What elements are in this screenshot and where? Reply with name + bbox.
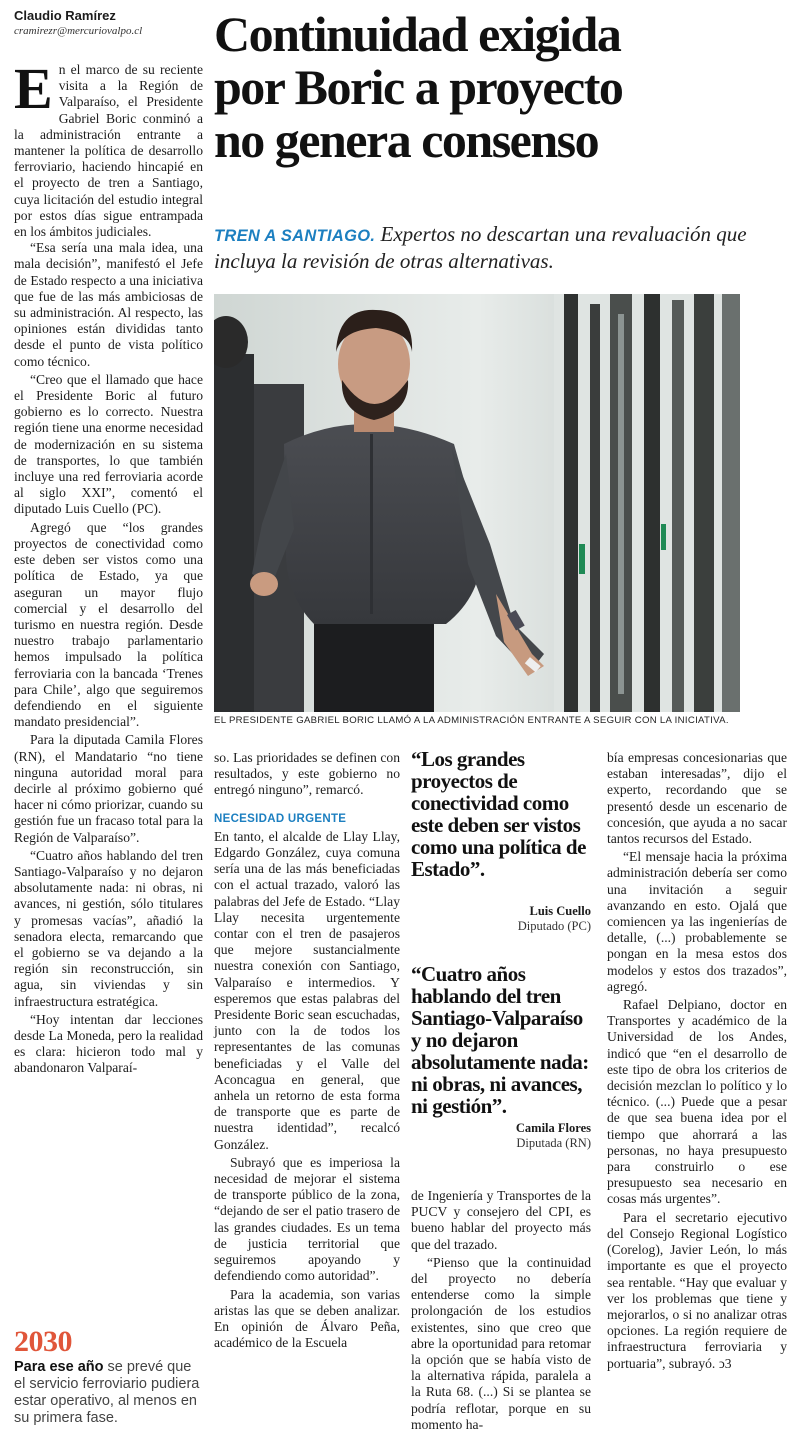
column-1-paragraph-4: Agregó que “los grandes proyectos de conectividad como este deben ser vistos como una política de Estado, ya que aseguran un mayor flujo comercial y el desarrollo del turismo en nuestra región. Desde nuestro trabajo parlamentario hemos impulsado la política ferroviaria con la bancada ‘Trenes para Chile’, algo que seguiremos defendiendo en el siguiente mandato presidencial”. — [14, 519, 203, 730]
column-1-paragraph-1: En el marco de su reciente visita a la Región de Valparaíso, el Presidente Gabriel Boric conminó a la administración entrante a mantener la política de desarrollo ferroviario, haciendo hincapié en el proyecto de tren a Santiago, cuya licitación del estudio integral por estos días sigue entrampada en los ámbitos judiciales. — [14, 56, 203, 240]
byline — [14, 8, 204, 37]
column-1-paragraph-2: “Esa sería una mala idea, una mala decisión”, manifestó el Jefe de Estado respecto a una iniciativa que fue de las más ambiciosas de su administración. Al respecto, las opiniones están divididas tanto desde el punto de vista político como técnico. — [14, 240, 203, 369]
pull-quote-2 — [411, 963, 591, 1151]
column-3 — [411, 1188, 591, 1433]
headline-line-3: no genera consenso — [214, 112, 599, 168]
column-2-paragraph-1: so. Las prioridades se definen con resultados, y este gobierno no entregó ninguno”, remarcó. — [214, 750, 400, 798]
factbox-text — [14, 1359, 204, 1427]
column-3-paragraph-2: “Pienso que la continuidad del proyecto no debería entenderse como la simple prolongación de los estudios existentes, sino que creo que abre la oportunidad para retomar la opción que se había visto de la alternativa rápida, paralela a la Ruta 68. (...) Si se plantea se podría reflotar, porque en su momento ha- — [411, 1254, 591, 1432]
factbox-year: 2030 — [14, 1325, 72, 1358]
pull-quote-1-role: Diputado (PC) — [517, 919, 591, 933]
drop-cap: E — [14, 56, 53, 121]
main-photo — [214, 294, 740, 712]
column-4 — [607, 750, 787, 1372]
column-1-paragraph-6: “Cuatro años hablando del tren Santiago-Valparaíso y no dejaron absolutamente nada: ni obras, ni avances, ni gestión, sólo titulares y promesas vacías”, añadió la senadora electa, remarcando que el gobierno se va dejando a la región sin reconstrucción, sin agua, sin viviendas y sin infraestructura estratégica. — [14, 847, 203, 1009]
factbox — [14, 1325, 204, 1427]
end-mark-icon: ↄ3 — [718, 1355, 732, 1371]
deck — [214, 222, 774, 274]
column-3-paragraph-1: de Ingeniería y Transportes de la PUCV y consejero del CPI, es bueno hablar del proyecto más que del trazado. — [411, 1188, 591, 1252]
deck-kicker: TREN A SANTIAGO. — [214, 227, 376, 245]
column-4-paragraph-1: bía empresas concesionarias que estaban interesadas”, dijo el experto, recordando que se presentó desde un escenario de concesión, que ayuda a no sacar tantos recursos del Estado. — [607, 750, 787, 847]
column-2 — [214, 750, 400, 1351]
pull-quote-1 — [411, 748, 591, 934]
column-1 — [14, 56, 203, 1077]
byline-author: Claudio Ramírez — [14, 8, 116, 23]
headline-line-2: por Boric a proyecto — [214, 59, 623, 115]
pull-quote-2-text: “Cuatro años hablando del tren Santiago-Valparaíso y no dejaron absolutamente nada: ni obras, ni avances, ni gestión”. — [411, 962, 589, 1118]
pull-quote-1-text: “Los grandes proyectos de conectividad como este deben ser vistos como una política de Estado”. — [411, 747, 586, 881]
column-1-paragraph-7: “Hoy intentan dar lecciones desde La Moneda, pero la realidad es clara: hicieron todo mal y abandonaron Valparaí- — [14, 1011, 203, 1076]
column-2-paragraph-4: Para la academia, son varias aristas las que se deben analizar. En opinión de Álvaro Peña, académico de la Escuela — [214, 1286, 400, 1351]
factbox-body: se prevé que el servicio ferroviario pudiera estar operativo, al menos en su primera fase. — [14, 1359, 200, 1426]
pull-quote-2-role: Diputada (RN) — [516, 1136, 591, 1150]
column-1-paragraph-5: Para la diputada Camila Flores (RN), el Mandatario “no tiene ninguna autoridad moral para decirle al próximo gobierno qué hacer ni cómo priorizar, cuando su gestión fue un fracaso total para la Región de Valparaíso”. — [14, 732, 203, 845]
pull-quote-2-name: Camila Flores — [515, 1121, 591, 1135]
pull-quote-1-name: Luis Cuello — [529, 904, 591, 918]
subhead-necesidad-urgente: NECESIDAD URGENTE — [214, 812, 347, 825]
photo-caption: EL PRESIDENTE GABRIEL BORIC LLAMÓ A LA ADMINISTRACIÓN ENTRANTE A SEGUIR CON LA INICIATIVA. — [214, 715, 729, 726]
headline — [214, 8, 789, 167]
deck-text: Expertos no descartan una revaluación que incluya la revisión de otras alternativas. — [214, 222, 747, 273]
photo-boric-train-illustration — [214, 294, 740, 712]
column-2-paragraph-2: En tanto, el alcalde de Llay Llay, Edgardo González, cuya comuna sería una de las más beneficiadas con el actual trazado, valoró las palabras del Jefe de Estado. “Llay Llay necesita urgentemente contar con el tren de pasajeros que mejore sustancialmente nuestra conexión con Santiago, Valparaíso e intermedios. Y esperemos que estas palabras del Presidente Boric sean escuchadas, junto con la de todos los representantes de las comunas beneficiadas y el Valle del Aconcagua en general, que anhela un retorno de esta forma de transporte que es parte de nuestra identidad”, recalcó González. — [214, 828, 400, 1152]
headline-line-1: Continuidad exigida — [214, 6, 621, 62]
column-4-paragraph-2: “El mensaje hacia la próxima administración debería ser como una invitación a seguir avanzando en esto. Ojalá que comiencen ya las ingenierías de detalle, (...) probablemente se pongan en la mesa estos dos modelos y estos dos trazados”, agregó. — [607, 849, 787, 994]
column-4-paragraph-3: Rafael Delpiano, doctor en Transportes y académico de la Universidad de los Andes, indicó que “en el desarrollo de este tipo de obra los criterios de decisión mezclan lo político y lo técnico. (...) Puede que a pesar de que sea buena idea por el tiempo que ahorrará a las personas, no haya presupuesto para construirlo o ese presupuesto sea necesario en cosas más urgentes”. — [607, 997, 787, 1207]
column-1-paragraph-3: “Creo que el llamado que hace el Presidente Boric al futuro gobierno es lo correcto. Nuestra región tiene una enorme necesidad de modernización en su sistema de transportes, lo que también incluye una red ferroviaria acorde al siglo XXI”, comentó el diputado Luis Cuello (PC). — [14, 371, 203, 517]
column-2-paragraph-3: Subrayó que es imperiosa la necesidad de mejorar el sistema de transporte público de la zona, “dejando de ser el patio trasero de las grandes ciudades. Es un tema de justicia territorial que seguiremos apoyando y defendiendo como autoridad”. — [214, 1154, 400, 1284]
byline-email[interactable]: cramirezr@mercuriovalpo.cl — [14, 25, 143, 37]
column-4-paragraph-4: Para el secretario ejecutivo del Consejo Regional Logístico (Corelog), Javier León, lo más importante es que el proyecto sea rentable. “Hay que evaluar y ver los problemas que tiene y mejorarlos, o si no analizar otras opciones. La región requiere de infraestructura ferroviaria y portuaria”, subrayó. ↄ3 — [607, 1209, 787, 1371]
factbox-lead: Para ese año — [14, 1359, 104, 1375]
